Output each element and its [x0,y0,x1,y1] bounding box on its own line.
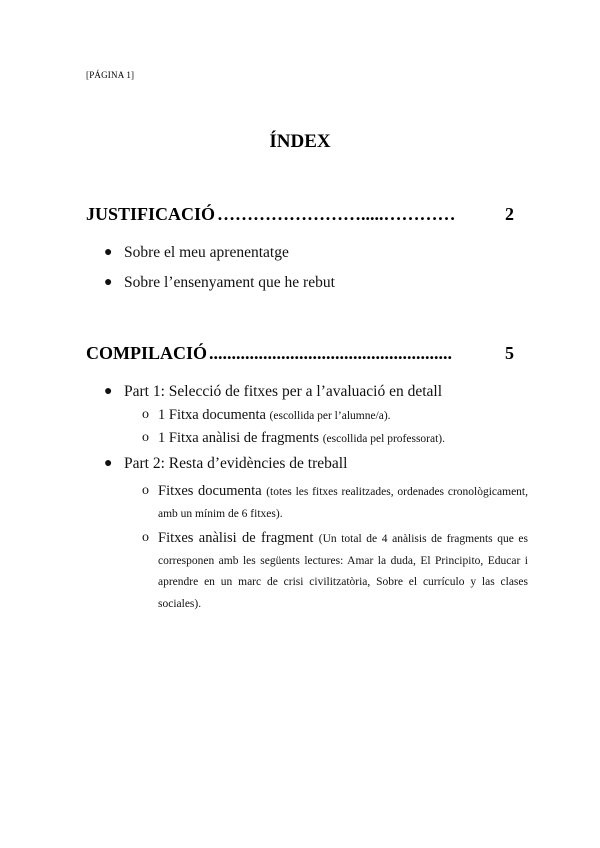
list-item [104,379,528,449]
page-label: [PÁGINA 1] [86,70,135,80]
item-title: Fitxes anàlisi de fragment [158,530,314,546]
list-item: ● Sobre l’ensenyament que he rebut [104,270,514,296]
compilacio-bullet-list [104,379,528,615]
item-title: 1 Fitxa documenta [158,407,266,423]
item-note: (escollida per l’alumne/a). [269,410,391,422]
list-item [142,405,528,427]
toc-heading-compilacio: COMPILACIÓ [86,343,207,363]
part-1-label: Part 1: Selecció de fitxes per a l’avaluació en detall [124,383,443,400]
document-title: ÍNDEX [269,131,331,152]
toc-entry-justificacio[interactable] [86,204,514,225]
part-2-label: Part 2: Resta d’evidències de treball [124,455,348,472]
part-2-sublist [142,481,528,614]
list-item [142,528,528,614]
item-note: (escollida pel professorat). [322,432,446,445]
list-item [142,428,528,450]
toc-heading-justificacio: JUSTIFICACIÓ [86,204,216,224]
toc-page-number: 5 [505,343,514,363]
item-title: 1 Fitxa anàlisi de fragments [158,429,320,446]
list-item [142,481,528,524]
part-1-sublist [142,405,528,449]
toc-leader-dots: …………………….....………… [217,204,456,224]
list-item: ● Sobre el meu aprenentatge [104,240,514,266]
toc-page-number: 2 [505,204,514,224]
item-note: (totes les fitxes realitzades, ordenades cronològicament, amb un mínim de 6 fitxes). [158,486,528,520]
justificacio-bullet-list [104,240,514,296]
item-title: Fitxes documenta [158,483,262,499]
list-item [104,451,528,614]
item-note: (Un total de 4 anàlisis de fragments que es corresponen amb les següents lectures: Amar la duda, El Principito, Educar i aprendre en un marc de crisi civilitzatòria, Sobre el currículo y las clases sociales). [158,533,529,610]
toc-leader-dots: ...................................................... [209,343,452,363]
toc-entry-compilacio[interactable] [86,343,514,364]
